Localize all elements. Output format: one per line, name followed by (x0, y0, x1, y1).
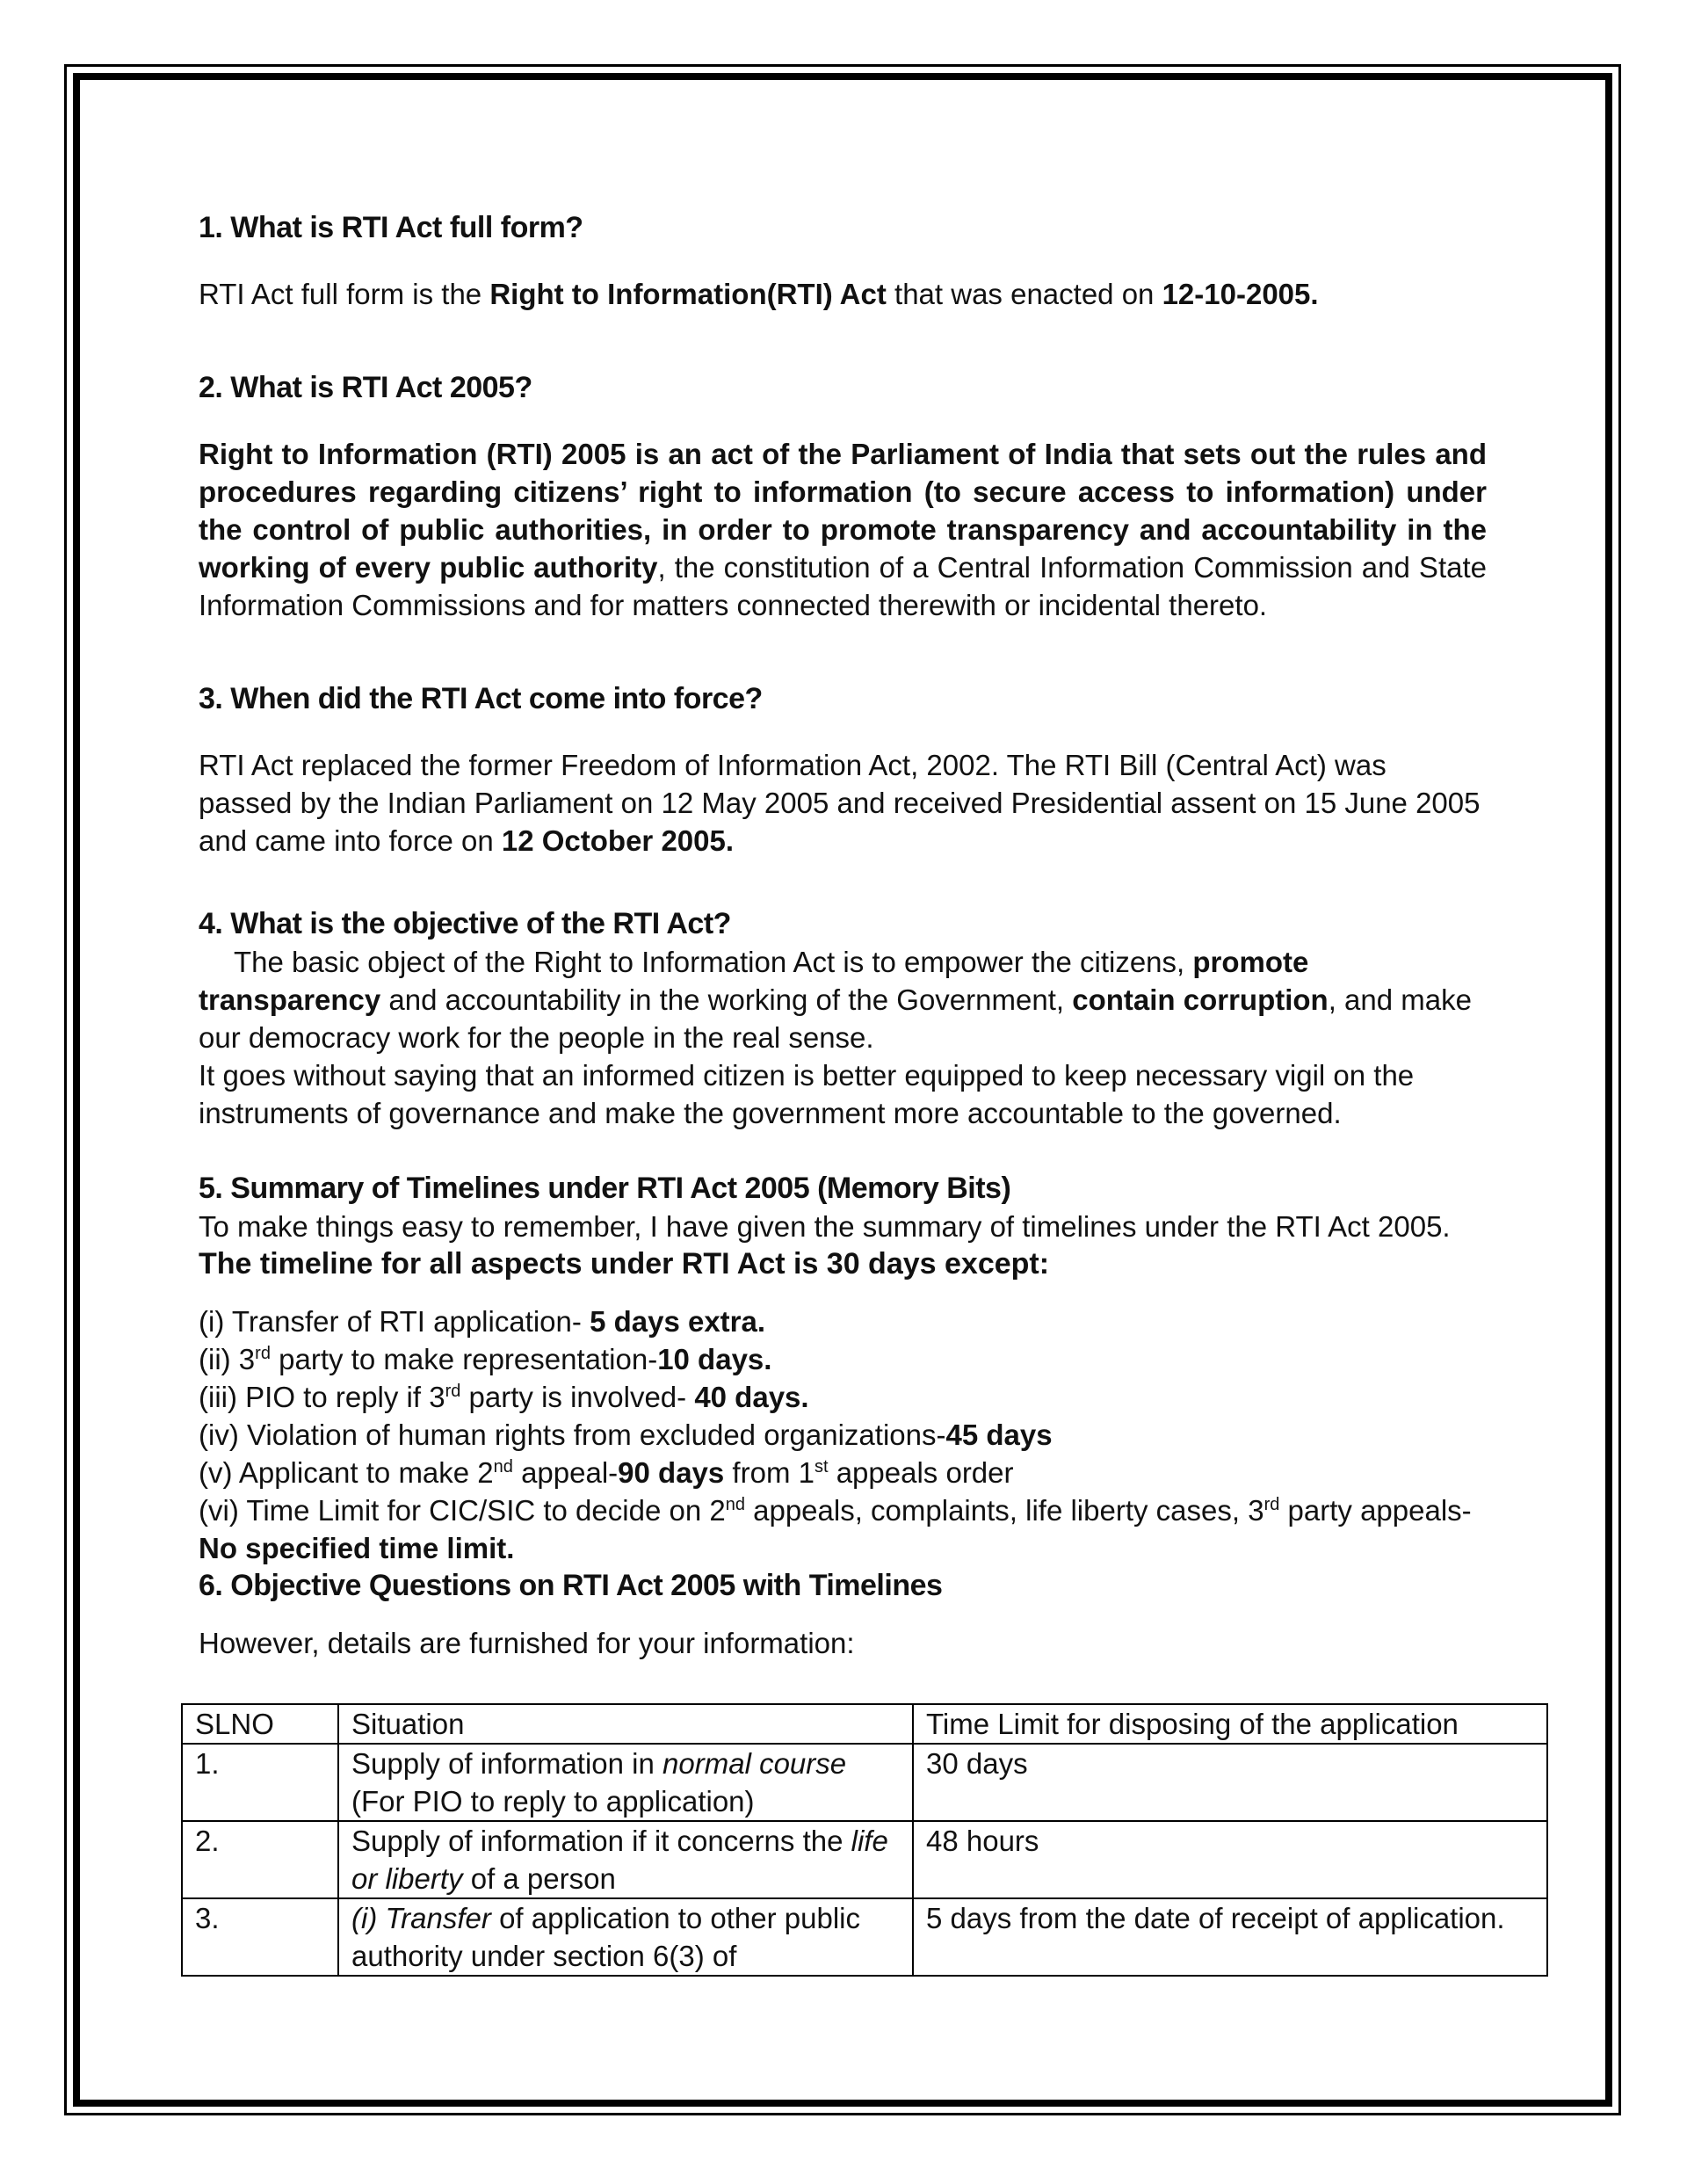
superscript: rd (445, 1382, 461, 1401)
answer-1-bold-date: 12-10-2005. (1162, 278, 1319, 310)
timeline-item-vi-text: (vi) Time Limit for CIC/SIC to decide on 2 (199, 1494, 726, 1527)
table-cell-situation (338, 1744, 913, 1821)
situation-text-rest: (For PIO to reply to application) (351, 1785, 755, 1818)
answer-4-text-e: , and make our democracy work for the people in the real sense. (199, 983, 1472, 1054)
superscript: st (814, 1457, 829, 1477)
timeline-item-v (199, 1454, 1487, 1491)
table-cell-slno: 2. (182, 1821, 338, 1898)
question-6-heading: 6. Objective Questions on RTI Act 2005 with Timelines (199, 1569, 943, 1602)
table-header-slno: SLNO (182, 1704, 338, 1744)
table-cell-slno: 3. (182, 1898, 338, 1976)
superscript: nd (725, 1495, 745, 1514)
timeline-item-vi-text-end: party appeals- (1279, 1494, 1472, 1527)
timeline-item-iv-text: (iv) Violation of human rights from excluded organizations- (199, 1419, 946, 1451)
question-5-heading: 5. Summary of Timelines under RTI Act 2005 (Memory Bits) (199, 1172, 1011, 1205)
timeline-item-iv-bold: 45 days (945, 1419, 1053, 1451)
timeline-item-vi-bold: No specified time limit. (199, 1532, 515, 1564)
table-cell-situation (338, 1898, 913, 1976)
answer-4-paragraph-1 (199, 943, 1487, 1056)
answer-2-text: , the constitution of a Central Information Commission and State Information Commissions and for matters connected therewith or incidental thereto. (199, 551, 1487, 621)
superscript: nd (493, 1457, 513, 1477)
question-4-heading: 4. What is the objective of the RTI Act? (199, 907, 731, 940)
timeline-list (199, 1302, 1487, 1567)
table-cell-time-limit: 30 days (913, 1744, 1547, 1821)
answer-4-text-c: and accountability in the working of the Government, (380, 983, 1073, 1016)
document-body (199, 209, 1487, 1662)
answer-1 (199, 275, 1487, 313)
timelines-table (181, 1703, 1548, 1977)
answer-4-bold-corruption: contain corruption (1072, 983, 1329, 1016)
timeline-item-iii-text-post: party is involved- (460, 1381, 695, 1413)
timeline-item-ii-bold: 10 days. (657, 1343, 772, 1375)
timeline-item-v-text: (v) Applicant to make 2 (199, 1456, 494, 1489)
timeline-item-iii-bold: 40 days. (694, 1381, 809, 1413)
timeline-item-i-bold: 5 days extra. (590, 1305, 766, 1338)
timeline-item-i (199, 1302, 1487, 1340)
situation-text-rest: of a person (462, 1862, 616, 1895)
answer-1-bold-act: Right to Information(RTI) Act (489, 278, 887, 310)
answer-3-text: RTI Act replaced the former Freedom of Information Act, 2002. The RTI Bill (Central Act) was passed by the Indian Parliament on 12 May 2005 and received Presidential assent on 15 June 2005 and came into force on (199, 749, 1481, 857)
answer-3-bold-date: 12 October 2005. (501, 824, 735, 857)
answer-1-text: RTI Act full form is the (199, 278, 490, 310)
question-3-heading: 3. When did the RTI Act come into force? (199, 682, 763, 715)
timeline-item-vi (199, 1491, 1487, 1567)
timeline-item-vi-text-mid: appeals, complaints, life liberty cases, 3 (744, 1494, 1264, 1527)
timeline-item-iii-text: (iii) PIO to reply if 3 (199, 1381, 445, 1413)
table-row (182, 1821, 1547, 1898)
situation-italic: life or liberty (351, 1825, 888, 1895)
answer-1-text-mid: that was enacted on (886, 278, 1162, 310)
timeline-item-ii-text: (ii) 3 (199, 1343, 256, 1375)
question-2-heading: 2. What is RTI Act 2005? (199, 371, 532, 404)
table-header-time-limit: Time Limit for disposing of the application (913, 1704, 1547, 1744)
table-cell-slno: 1. (182, 1744, 338, 1821)
section-5-emphasis: The timeline for all aspects under RTI Act is 30 days except: (199, 1247, 1050, 1281)
timeline-item-v-text-mid: appeal- (512, 1456, 619, 1489)
superscript: rd (255, 1344, 271, 1363)
table-header-row (182, 1704, 1547, 1744)
situation-italic: (i) Transfer (351, 1902, 491, 1934)
table-row (182, 1744, 1547, 1821)
timeline-item-v-text-post: from 1 (724, 1456, 815, 1489)
answer-4-bold-transparency: promote transparency (199, 946, 1309, 1016)
table-header-situation: Situation (338, 1704, 913, 1744)
table-row (182, 1898, 1547, 1976)
situation-text-rest: of application to other public authority under section 6(3) of (351, 1902, 861, 1972)
situation-text: Supply of information if it concerns the (351, 1825, 851, 1857)
timeline-item-ii (199, 1340, 1487, 1378)
timeline-item-iv (199, 1416, 1487, 1454)
superscript: rd (1263, 1495, 1280, 1514)
section-6-intro: However, details are furnished for your information: (199, 1627, 855, 1659)
timeline-item-ii-text-post: party to make representation- (270, 1343, 658, 1375)
answer-4-paragraph-2: It goes without saying that an informed citizen is better equipped to keep necessary vigil on the instruments of governance and make the government more accountable to the governed. (199, 1059, 1415, 1129)
answer-4-text-a: The basic object of the Right to Information Act is to empower the citizens, (234, 946, 1193, 978)
answer-2-bold: Right to Information (RTI) 2005 is an act of the Parliament of India that sets out the rules and procedures regarding citizens’ right to information (to secure access to information) under the control of public authorities, in order to promote transparency and accountability in the working of every public authority (199, 438, 1487, 584)
table-cell-situation (338, 1821, 913, 1898)
situation-italic: normal course (662, 1747, 847, 1780)
table-cell-time-limit: 5 days from the date of receipt of application. (913, 1898, 1547, 1976)
answer-2 (199, 435, 1487, 624)
situation-text: Supply of information in (351, 1747, 663, 1780)
timeline-item-iii (199, 1378, 1487, 1416)
timeline-item-v-bold: 90 days (618, 1456, 725, 1489)
timeline-item-v-text-end: appeals order (828, 1456, 1014, 1489)
table-cell-time-limit: 48 hours (913, 1821, 1547, 1898)
question-1-heading: 1. What is RTI Act full form? (199, 211, 583, 244)
section-5-intro: To make things easy to remember, I have given the summary of timelines under the RTI Act 2005. (199, 1210, 1451, 1243)
timeline-item-i-text: (i) Transfer of RTI application- (199, 1305, 590, 1338)
answer-3 (199, 746, 1487, 860)
